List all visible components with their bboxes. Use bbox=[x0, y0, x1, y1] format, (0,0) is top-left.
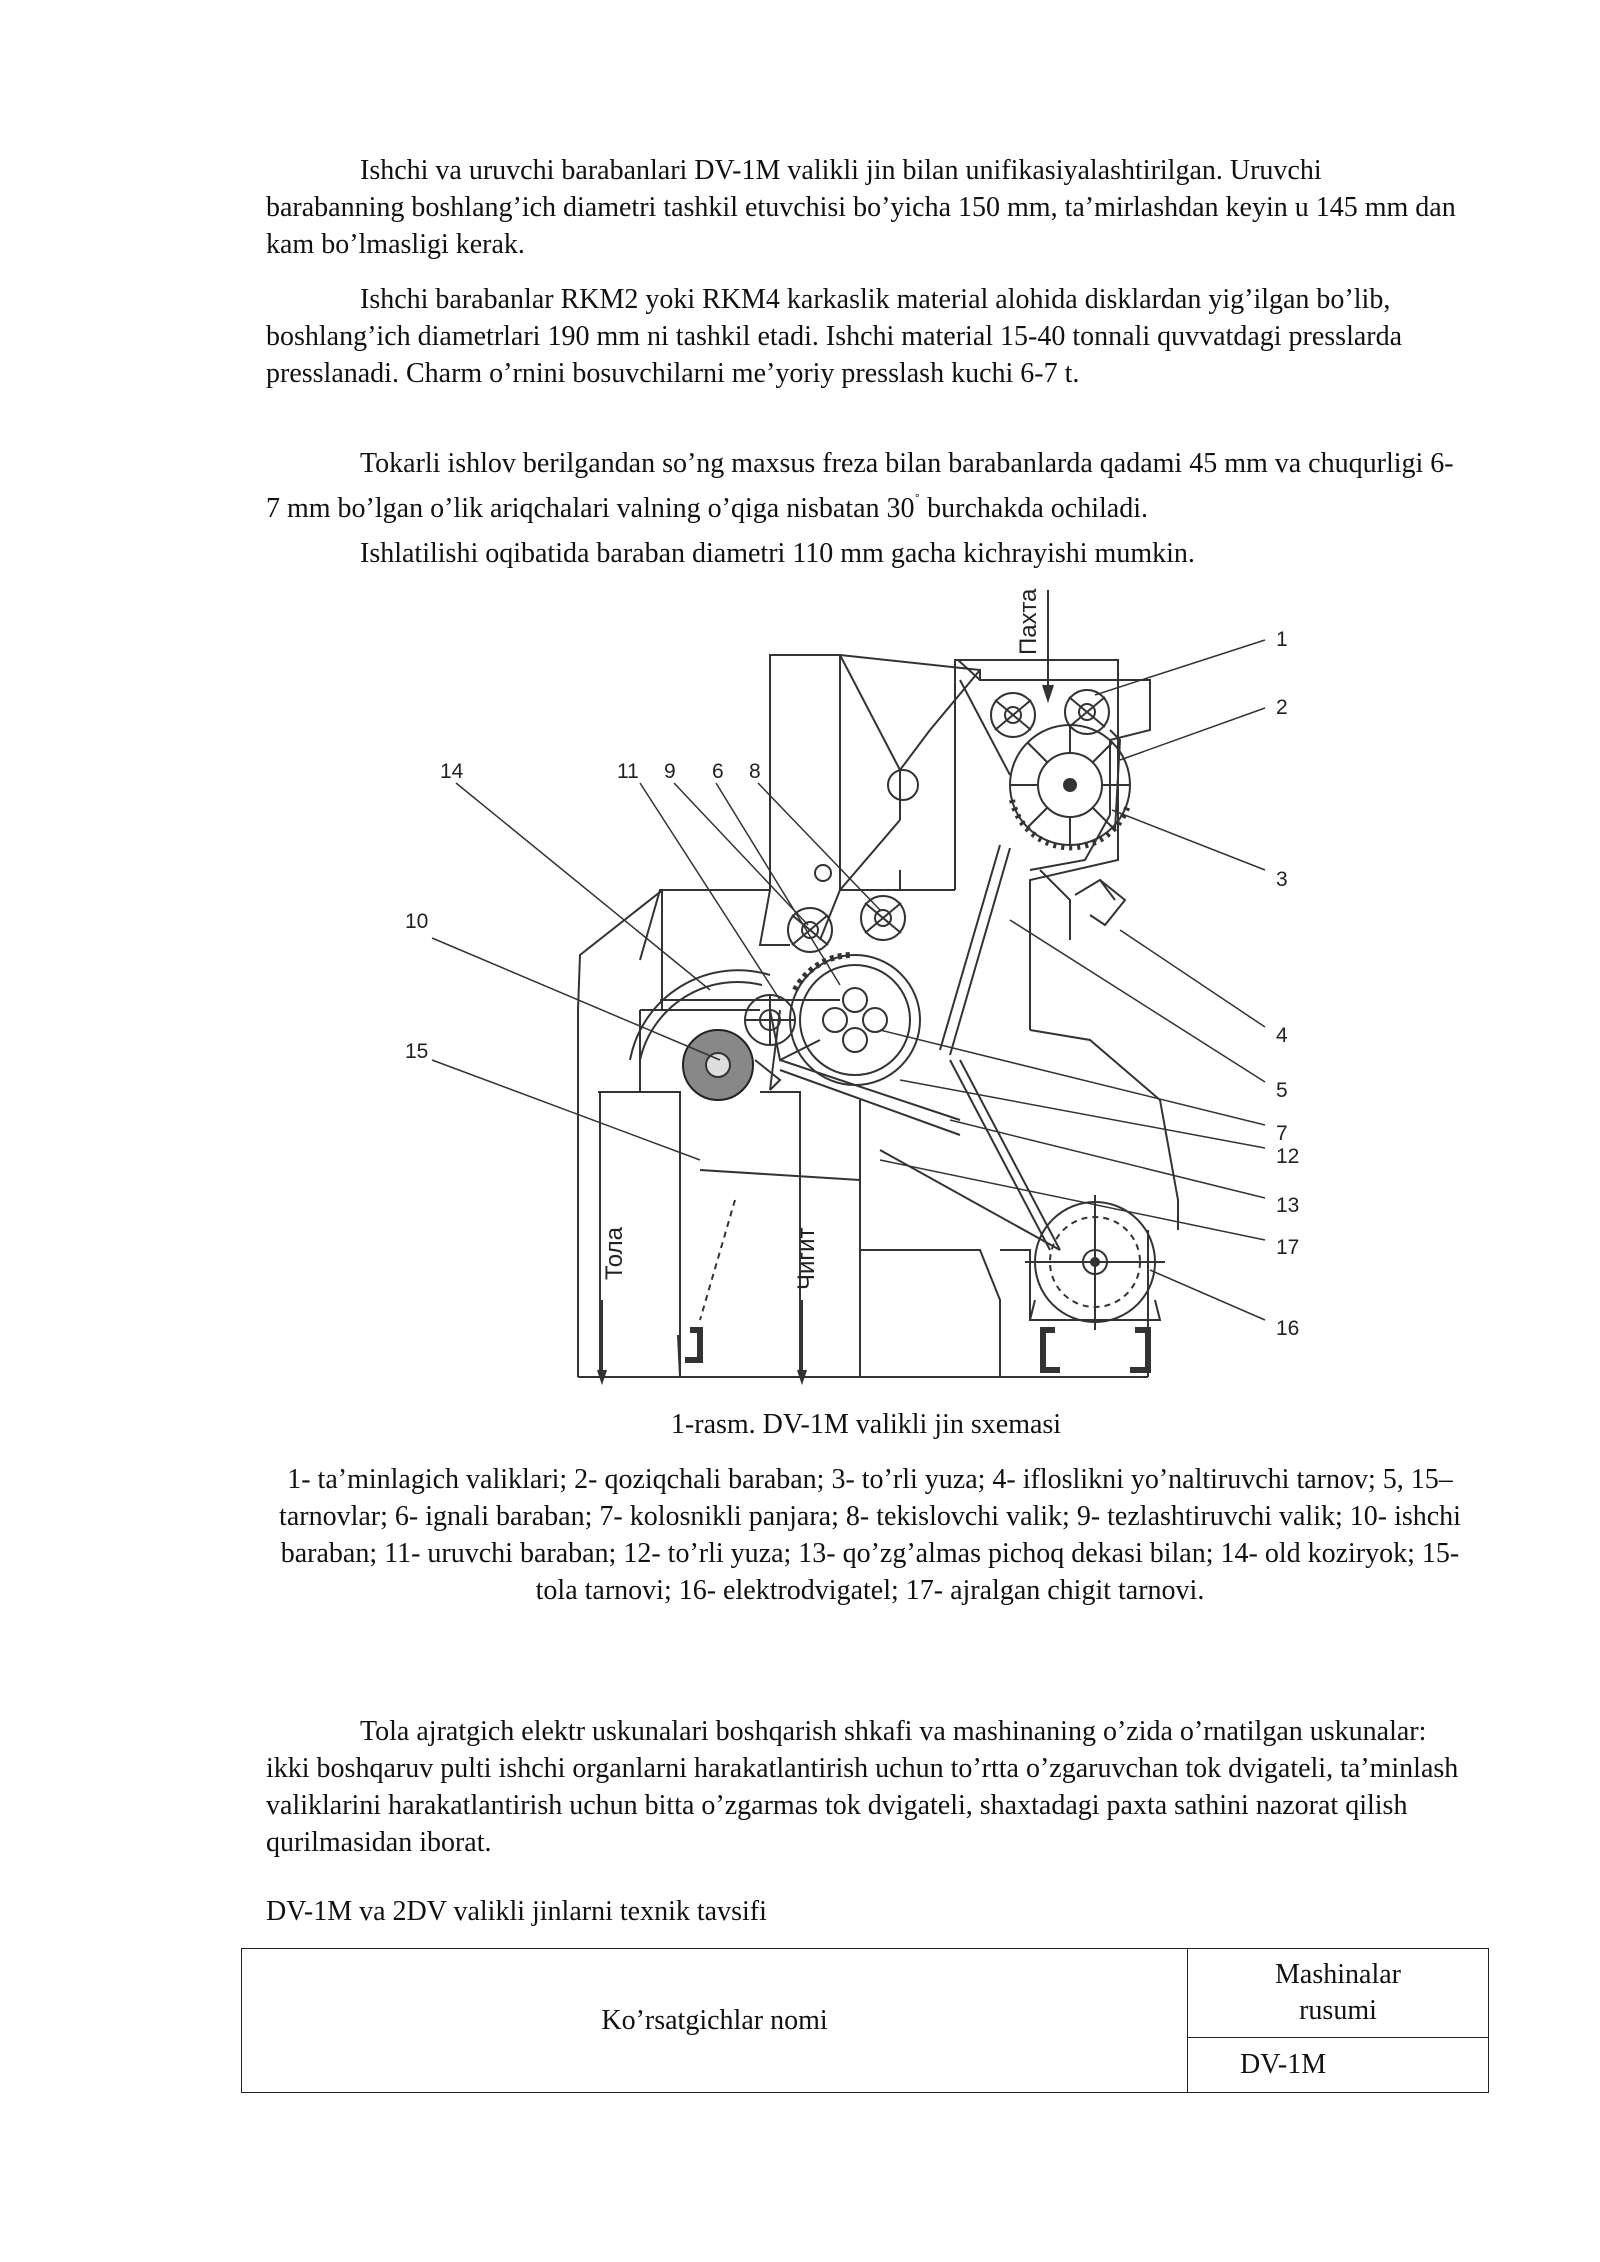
callout-15: 15 bbox=[405, 1040, 429, 1063]
paragraph-3-text: Tokarli ishlov berilgandan so’ng maxsus freza bilan barabanlarda qadami 45 mm va chuqurligi 6-7 mm bo’lgan o’lik ariqchalari valning o’qiga nisbatan 30 bbox=[266, 448, 1454, 524]
callout-10: 10 bbox=[405, 910, 429, 933]
header-indicators: Ko’rsatgichlar nomi bbox=[242, 1949, 1188, 2093]
callout-1: 1 bbox=[1276, 628, 1288, 651]
callout-9: 9 bbox=[664, 760, 676, 783]
leader-lines bbox=[432, 640, 1265, 1320]
callout-6: 6 bbox=[712, 760, 724, 783]
callout-4: 4 bbox=[1276, 1024, 1288, 1047]
spec-table bbox=[241, 1948, 1489, 2093]
callout-17: 17 bbox=[1276, 1236, 1300, 1259]
callout-11: 11 bbox=[617, 760, 639, 783]
callout-5: 5 bbox=[1276, 1079, 1288, 1102]
header-dv1m: DV-1M bbox=[1188, 2038, 1489, 2093]
callout-16: 16 bbox=[1276, 1317, 1300, 1340]
paragraph-3-tail: burchakda ochiladi. bbox=[920, 493, 1148, 524]
ishchi-baraban bbox=[683, 1030, 753, 1100]
figure-legend: 1- ta’minlagich valiklari; 2- qoziqchali baraban; 3- to’rli yuza; 4- ifloslikni yo’naltiruvchi tarnov; 5, 15–tarnovlar; 6- ignali baraban; 7- kolosnikli panjara; 8- tekislovchi valik; 9- tezlashtiruvchi valik; 10- ishchi baraban; 11- uruvchi baraban; 12- to’rli yuza; 13- qo’zg’almas pichoq dekasi bilan; 14- old koziryok; 15- tola tarnovi; 16- elektrodvigatel; 17- ajralgan chigit tarnovi. bbox=[279, 1464, 1461, 1606]
peg-drum bbox=[1010, 725, 1130, 847]
callout-13: 13 bbox=[1276, 1194, 1300, 1217]
callout-2: 2 bbox=[1276, 696, 1288, 719]
working-drum bbox=[790, 955, 920, 1085]
paragraph-2: Ishchi barabanlar RKM2 yoki RKM4 karkaslik material alohida disklardan yig’ilgan bo’lib, boshlang’ich diametrlari 190 mm ni tashkil etadi. Ishchi material 15-40 tonnali quvvatdagi presslarda presslanadi. Charm o’rnini bosuvchilarni me’yoriy presslash kuchi 6-7 t. bbox=[266, 284, 1403, 389]
label-fiber-out: Тола bbox=[601, 1227, 628, 1280]
knife bbox=[755, 1060, 780, 1090]
table-heading: DV-1M va 2DV valikli jinlarni texnik tavsifi bbox=[266, 1896, 767, 1927]
callout-14: 14 bbox=[440, 760, 464, 783]
paragraph-1: Ishchi va uruvchi barabanlari DV-1M valikli jin bilan unifikasiyalashtirilgan. Uruvchi barabanning boshlang’ich diametri tashkil etuvchisi bo’yicha 150 mm, ta’mirlashdan keyin u 145 mm dan kam bo’lmasligi kerak. bbox=[266, 155, 1456, 260]
callout-8: 8 bbox=[749, 760, 761, 783]
guide-roller bbox=[888, 770, 918, 800]
paragraph-5: Tola ajratgich elektr uskunalari boshqarish shkafi va mashinaning o’zida o’rnatilgan uskunalar: ikki boshqaruv pulti ishchi organlarni harakatlantirish uchun to’rtta o’zgaruvchan tok dvigateli, ta’minlash valiklarini harakatlantirish uchun bitta o’zgarmas tok dvigateli, shaxtadagi paxta sathini nazorat qilish qurilmasidan iborat. bbox=[266, 1716, 1459, 1858]
degree-sign: ˚ bbox=[914, 491, 921, 510]
header-machine-models: Mashinalar rusumi bbox=[1188, 1949, 1489, 2038]
callout-7: 7 bbox=[1276, 1122, 1288, 1145]
small-roller bbox=[815, 865, 831, 881]
figure-caption: 1-rasm. DV-1M valikli jin sxemasi bbox=[670, 1409, 1062, 1440]
callout-3: 3 bbox=[1276, 868, 1288, 891]
label-seed-out: Чигит bbox=[793, 1227, 820, 1290]
machine-feet bbox=[685, 1330, 1148, 1370]
label-cotton-in: Пахта bbox=[1015, 588, 1042, 655]
callout-12: 12 bbox=[1276, 1145, 1300, 1168]
paragraph-4: Ishlatilishi oqibatida baraban diametri 110 mm gacha kichrayishi mumkin. bbox=[360, 538, 1195, 569]
rollers-mid bbox=[788, 896, 905, 952]
stripping-drum bbox=[745, 995, 795, 1045]
